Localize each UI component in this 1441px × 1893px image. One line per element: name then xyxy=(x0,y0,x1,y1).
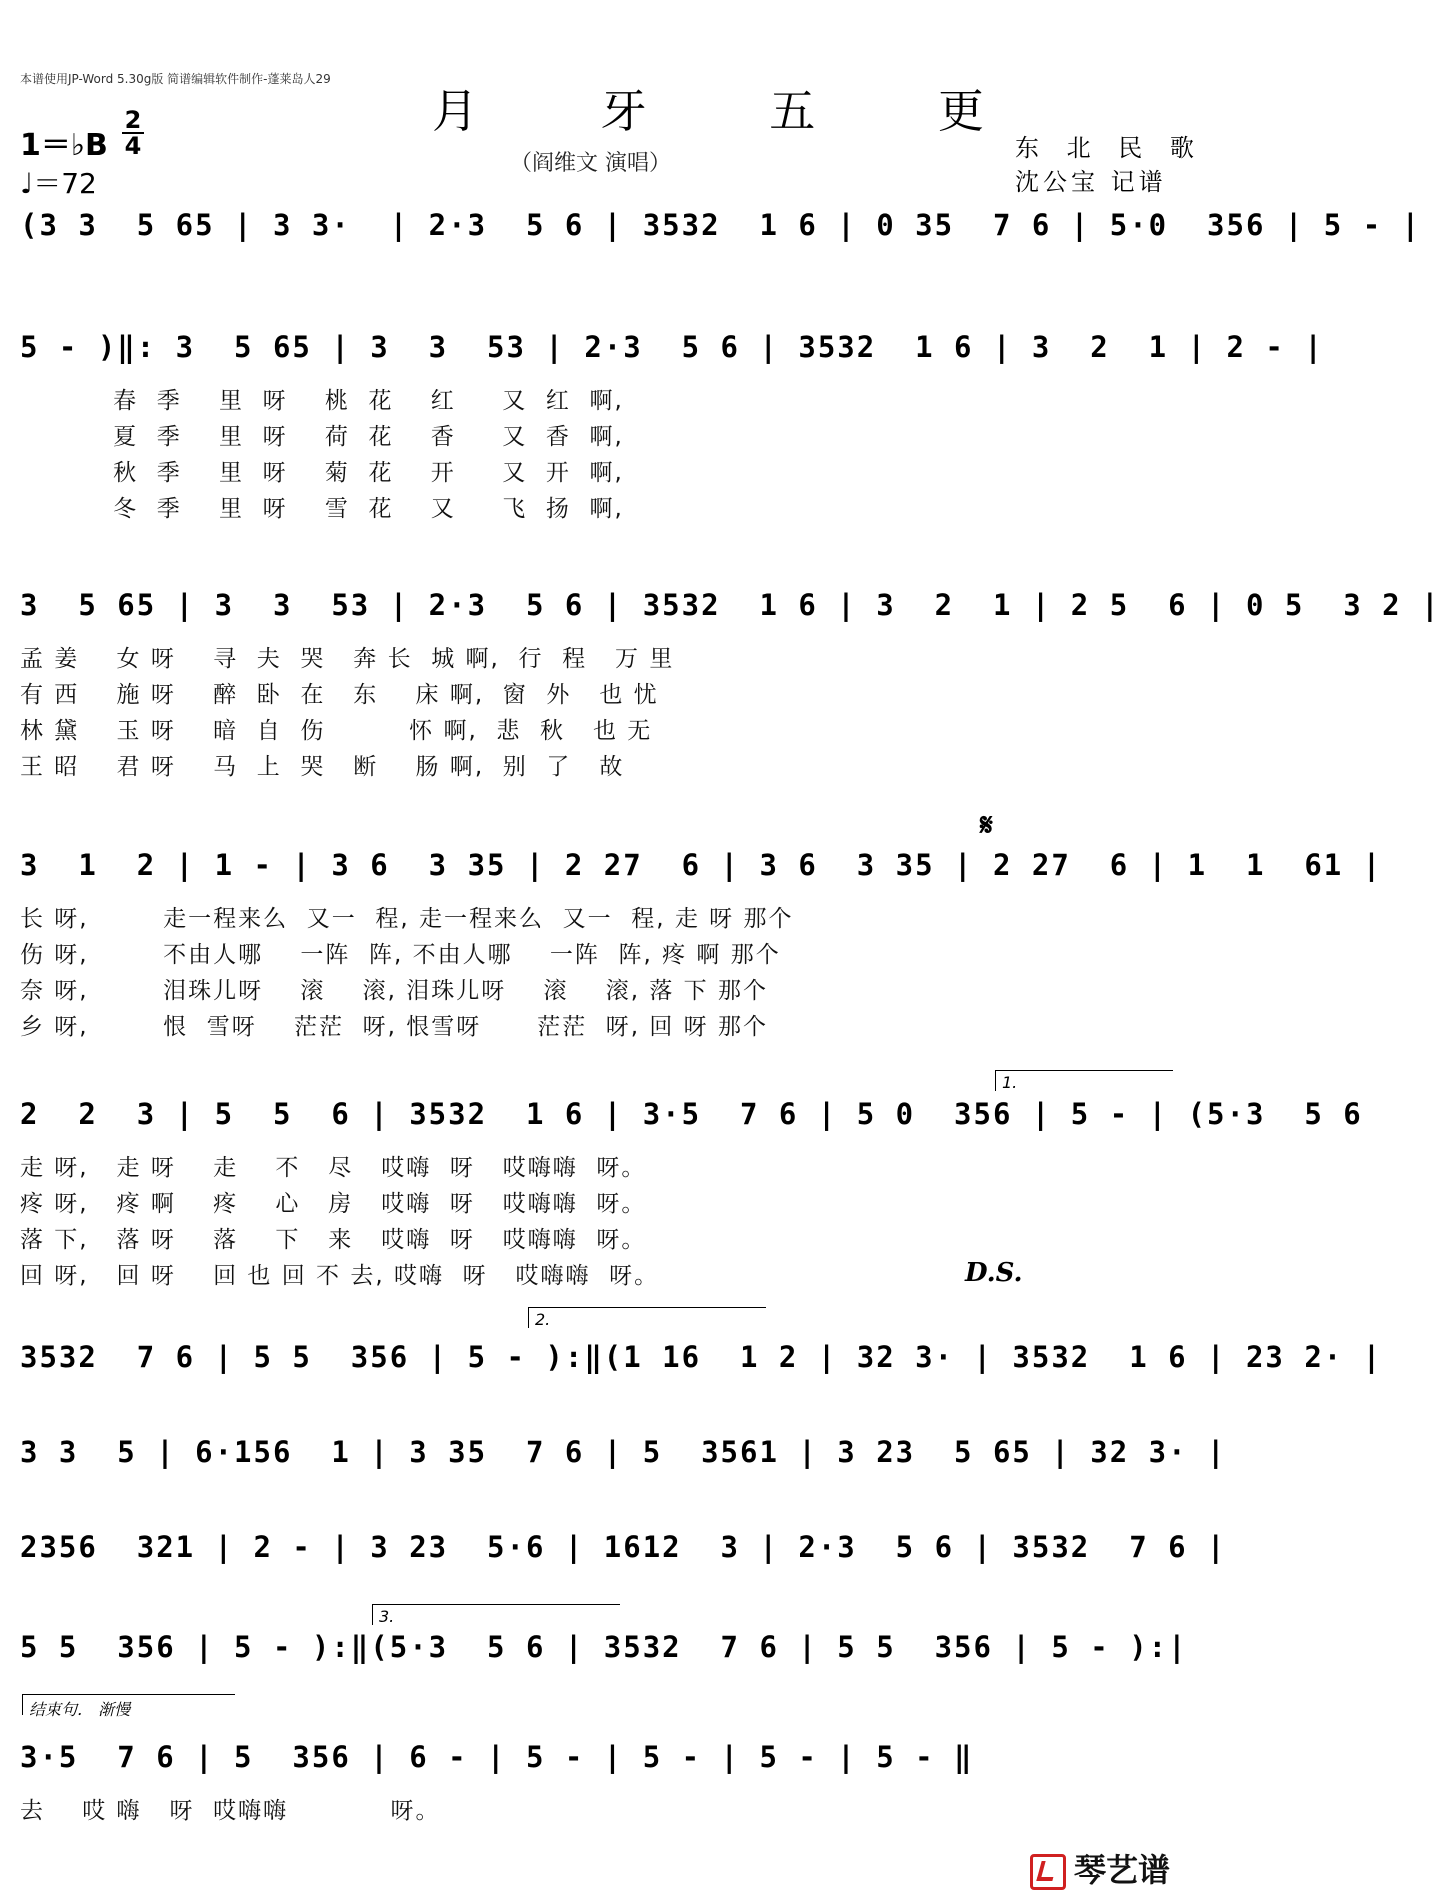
lyric-line: 奈 呀, 泪珠儿呀 滚 滚, 泪珠儿呀 滚 滚, 落 下 那个 xyxy=(20,978,768,1004)
song-title: 月 牙 五 更 xyxy=(432,84,1038,138)
note-line: 3 1 2 | 1 - | 3 6 3 35 | 2 27 6 | 3 6 3 35 | 2 27 6 | 1 1 61 | xyxy=(20,848,1383,882)
lyric-line: 去 哎 嗨 呀 哎嗨嗨 呀。 xyxy=(20,1798,441,1824)
ending-1-bracket: 1. xyxy=(995,1070,1173,1091)
logo-icon xyxy=(1030,1854,1066,1890)
lyric-line: 伤 呀, 不由人哪 一阵 阵, 不由人哪 一阵 阵, 疼 啊 那个 xyxy=(20,942,781,968)
note-line: (3 3 5 65 | 3 3· | 2·3 5 6 | 3532 1 6 | 0 35 7 6 | 5·0 356 | 5 - | xyxy=(20,208,1422,242)
time-signature-top: 2 xyxy=(124,106,142,134)
lyric-line: 疼 呀, 疼 啊 疼 心 房 哎嗨 呀 哎嗨嗨 呀。 xyxy=(20,1191,647,1217)
lyric-line: 夏 季 里 呀 荷 花 香 又 香 啊, xyxy=(20,424,624,450)
genre-label: 东 北 民 歌 xyxy=(1015,134,1204,162)
lyric-line: 乡 呀, 恨 雪呀 茫茫 呀, 恨雪呀 茫茫 呀, 回 呀 那个 xyxy=(20,1014,768,1040)
segno-sign: 𝄋 xyxy=(980,808,993,843)
watermark-logo xyxy=(1030,1845,1170,1891)
time-signature xyxy=(122,108,144,158)
watermark-text: 琴艺谱 xyxy=(1074,1851,1171,1889)
note-line: 3 5 65 | 3 3 53 | 2·3 5 6 | 3532 1 6 | 3 2 1 | 2 5 6 | 0 5 3 2 | xyxy=(20,588,1441,622)
lyric-line: 春 季 里 呀 桃 花 红 又 红 啊, xyxy=(20,388,624,414)
tempo-marking: ♩＝72 xyxy=(20,167,97,200)
note-line: 5 - )‖: 3 5 65 | 3 3 53 | 2·3 5 6 | 3532 1 6 | 3 2 1 | 2 - | xyxy=(20,330,1324,364)
lyric-line: 落 下, 落 呀 落 下 来 哎嗨 呀 哎嗨嗨 呀。 xyxy=(20,1227,647,1253)
lyric-line: 长 呀, 走一程来么 又一 程, 走一程来么 又一 程, 走 呀 那个 xyxy=(20,906,794,932)
lyric-line: 林 黛 玉 呀 暗 自 伤 怀 啊, 悲 秋 也 无 xyxy=(20,718,653,744)
dal-segno: D.S. xyxy=(965,1258,1023,1288)
software-credit: 本谱使用JP-Word 5.30g版 简谱编辑软件制作-蓬莱岛人29 xyxy=(20,72,331,86)
note-line: 3 3 5 | 6·156 1 | 3 35 7 6 | 5 3561 | 3 23 5 65 | 32 3· | xyxy=(20,1435,1227,1469)
lyric-line: 秋 季 里 呀 菊 花 开 又 开 啊, xyxy=(20,460,624,486)
coda-label: 结束句． 渐慢 xyxy=(22,1694,235,1715)
note-line: 5 5 356 | 5 - ):‖(5·3 5 6 | 3532 7 6 | 5 5 356 | 5 - ):| xyxy=(20,1630,1188,1664)
time-signature-bottom: 4 xyxy=(124,132,142,160)
note-line: 3532 7 6 | 5 5 356 | 5 - ):‖(1 16 1 2 | 32 3· | 3532 1 6 | 23 2· | xyxy=(20,1340,1383,1374)
lyric-line: 王 昭 君 呀 马 上 哭 断 肠 啊, 别 了 故 xyxy=(20,754,625,780)
note-line: 3·5 7 6 | 5 356 | 6 - | 5 - | 5 - | 5 - | 5 - ‖ xyxy=(20,1740,974,1774)
lyric-line: 冬 季 里 呀 雪 花 又 飞 扬 啊, xyxy=(20,496,624,522)
note-line: 2356 321 | 2 - | 3 23 5·6 | 1612 3 | 2·3 5 6 | 3532 7 6 | xyxy=(20,1530,1227,1564)
lyric-line: 有 西 施 呀 醉 卧 在 东 床 啊, 窗 外 也 忧 xyxy=(20,682,659,708)
singer-credit: （阎维文 演唱） xyxy=(510,151,671,176)
ending-2-bracket: 2. xyxy=(528,1307,766,1328)
lyric-line: 走 呀, 走 呀 走 不 尽 哎嗨 呀 哎嗨嗨 呀。 xyxy=(20,1155,647,1181)
lyric-line: 回 呀, 回 呀 回 也 回 不 去, 哎嗨 呀 哎嗨嗨 呀。 xyxy=(20,1263,660,1289)
note-line: 2 2 3 | 5 5 6 | 3532 1 6 | 3·5 7 6 | 5 0 356 | 5 - | (5·3 5 6 xyxy=(20,1097,1363,1131)
transcriber-credit: 沈公宝 记谱 xyxy=(1015,168,1167,196)
ending-3-bracket: 3. xyxy=(372,1604,620,1625)
lyric-line: 孟 姜 女 呀 寻 夫 哭 奔 长 城 啊, 行 程 万 里 xyxy=(20,646,675,672)
key-signature: 1＝♭B xyxy=(20,128,108,163)
